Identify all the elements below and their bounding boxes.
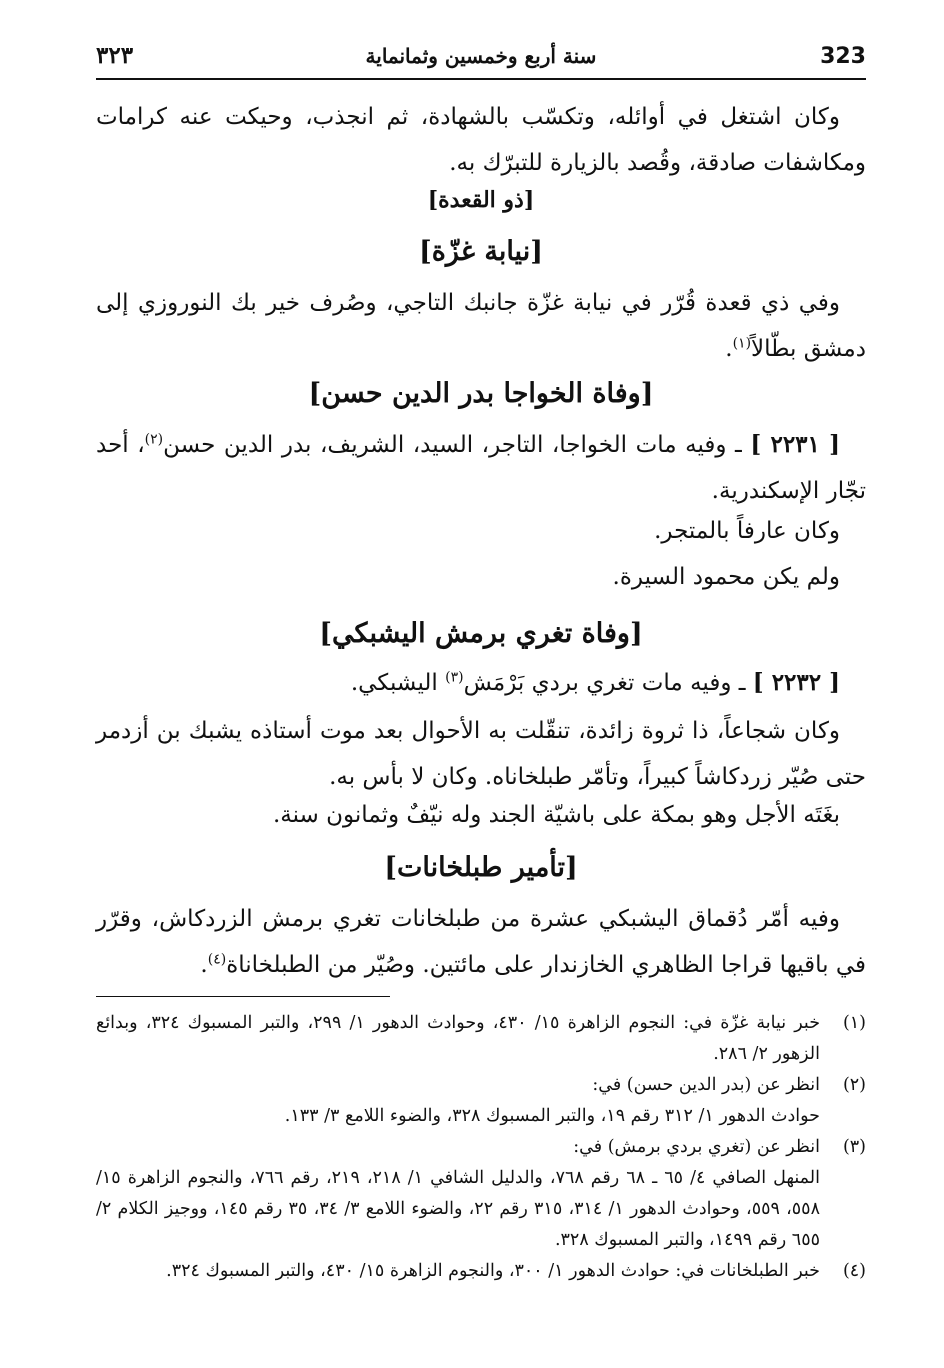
bio-2231-paragraph xyxy=(96,422,866,514)
footnote-ref-4: (٤) xyxy=(207,951,227,968)
bio-2232-text: ـ وفيه مات تغري بردي بَرْمَش xyxy=(463,670,753,696)
bio-2231-block xyxy=(96,422,866,514)
tablkhanat-heading-block xyxy=(96,846,866,890)
footnote-3 xyxy=(96,1132,866,1256)
bio-2231-end: ، أحد تجّار الإسكندرية. xyxy=(96,432,866,504)
taghri-paragraph-1-block xyxy=(96,708,866,800)
footnote-rule xyxy=(96,996,390,997)
taghri-heading-block xyxy=(96,612,866,656)
footnotes xyxy=(96,1008,866,1287)
tablkhanat-paragraph-text: وفيه أمّر دُقماق اليشبكي عشرة من طبلخانات تغري برمش الزردكاش، وقرّر في باقيها قراجا الظاهري الخازندار على مائتين. وصُيّر من الطبلخاناة xyxy=(96,906,866,978)
gaza-paragraph-end: . xyxy=(725,336,733,362)
tablkhanat-paragraph-end: . xyxy=(200,952,208,978)
bio-number-2232: [ ٢٢٣٢ ] xyxy=(752,669,840,696)
footnote-line: حوادث الدهور ١/ ٣١٢ رقم ١٩، والتبر المسبوك ٣٢٨، والضوء اللامع ٣/ ١٣٣. xyxy=(284,1106,820,1126)
footnote-line: خبر نيابة غزّة في: النجوم الزاهرة ١٥/ ٤٣٠، وحوادث الدهور ١/ ٢٩٩، والتبر المسبوك ٣٢٤، وبدائع الزهور ٢/ ٢٨٦. xyxy=(96,1013,821,1064)
page-number-arabic: ٣٢٣ xyxy=(96,42,134,69)
opening-paragraph: وكان اشتغل في أوائله، وتكسّب بالشهادة، ثم انجذب، وحيكت عنه كرامات ومكاشفات صادقة، وقُصد بالزيارة للتبرّك به. xyxy=(96,104,866,176)
footnote-line: خبر الطبلخانات في: حوادث الدهور ١/ ٣٠٠، والنجوم الزاهرة ١٥/ ٤٣٠، والتبر المسبوك ٣٢٤. xyxy=(166,1261,820,1281)
footnote-ref-2: (٢) xyxy=(144,431,164,448)
footnote-mark: (٣) xyxy=(842,1137,866,1157)
footnote-4 xyxy=(96,1256,866,1287)
footnote-mark: (٢) xyxy=(842,1075,866,1095)
hasan-paragraph-1-block xyxy=(96,508,866,554)
hasan-paragraph-2-block xyxy=(96,554,866,600)
page-number-latin: 323 xyxy=(820,44,866,69)
gaza-paragraph-text: وفي ذي قعدة قُرّر في نيابة غزّة جانبك التاجي، وصُرف خير بك النوروزي إلى دمشق بطّالاً xyxy=(96,290,866,362)
bio-2232-paragraph xyxy=(96,660,866,706)
section-heading-hasan: [وفاة الخواجا بدر الدين حسن] xyxy=(308,378,654,409)
hasan-heading-block xyxy=(96,372,866,416)
taghri-paragraph-1: وكان شجاعاً، ذا ثروة زائدة، تنقّلت به الأحوال بعد موت أستاذه يشبك بن أزدمر حتى صُيّر زردكاشاً كبيراً، وتأمّر طبلخاناه. وكان لا بأس به. xyxy=(96,718,866,790)
section-heading-taghri: [وفاة تغري برمش اليشبكي] xyxy=(319,618,643,649)
section-heading-tablkhanat: [تأمير طبلخانات] xyxy=(384,852,578,883)
bio-number-2231: [ ٢٢٣١ ] xyxy=(750,431,841,458)
hasan-paragraph-2: ولم يكن محمود السيرة. xyxy=(612,564,840,590)
book-page xyxy=(96,0,866,1368)
header-rule xyxy=(96,78,866,80)
running-header xyxy=(96,38,866,78)
tablkhanat-paragraph xyxy=(96,896,866,988)
footnote-body xyxy=(96,1008,820,1070)
footnote-body xyxy=(96,1256,820,1287)
footnote-ref-1: (١) xyxy=(732,335,752,352)
month-heading-block xyxy=(96,180,866,220)
bio-2232-end: اليشبكي. xyxy=(350,670,446,696)
footnote-mark: (٤) xyxy=(842,1261,866,1281)
footnote-body xyxy=(96,1070,820,1132)
footnote-line: المنهل الصافي ٤/ ٦٥ ـ ٦٨ رقم ٧٦٨، والدليل الشافي ١/ ٢١٨، ٢١٩، رقم ٧٦٦، والنجوم الزاهرة ١٥/ ٥٥٨، ٥٥٩، وحوادث الدهور ١/ ٣١٤، ٣١٥ رقم ٢٢، والضوء اللامع ٣/ ٣٤، ٣٥ رقم ١٤٥، ووجيز الكلام ٢/ ٦٥٥ رقم ١٤٩٩، والتبر المسبوك ٣٢٨. xyxy=(96,1168,820,1250)
footnote-mark: (١) xyxy=(842,1013,866,1033)
gaza-paragraph xyxy=(96,280,866,372)
footnote-body xyxy=(96,1132,820,1256)
taghri-paragraph-2-block xyxy=(96,792,866,838)
running-title: سنة أربع وخمسين وثمانماية xyxy=(365,44,597,68)
section-heading-gaza: [نيابة غزّة] xyxy=(419,236,543,267)
footnote-2 xyxy=(96,1070,866,1132)
footnote-line: انظر عن (تغري بردي برمش) في: xyxy=(573,1137,820,1157)
footnote-line: انظر عن (بدر الدين حسن) في: xyxy=(592,1075,820,1095)
footnote-ref-3: (٣) xyxy=(445,669,464,686)
hasan-paragraph-1: وكان عارفاً بالمتجر. xyxy=(654,518,840,544)
taghri-paragraph-2: بغَتَه الأجل وهو بمكة على باشيّة الجند وله نيّفٌ وثمانون سنة. xyxy=(272,802,840,828)
month-heading: [ذو القعدة] xyxy=(427,187,535,213)
opening-paragraph-block xyxy=(96,94,866,186)
bio-2232-block xyxy=(96,660,866,706)
gaza-paragraph-block xyxy=(96,280,866,372)
bio-2231-text: ـ وفيه مات الخواجا، التاجر، السيد، الشريف، بدر الدين حسن xyxy=(163,432,751,458)
tablkhanat-paragraph-block xyxy=(96,896,866,988)
footnote-1 xyxy=(96,1008,866,1070)
gaza-heading-block xyxy=(96,230,866,274)
